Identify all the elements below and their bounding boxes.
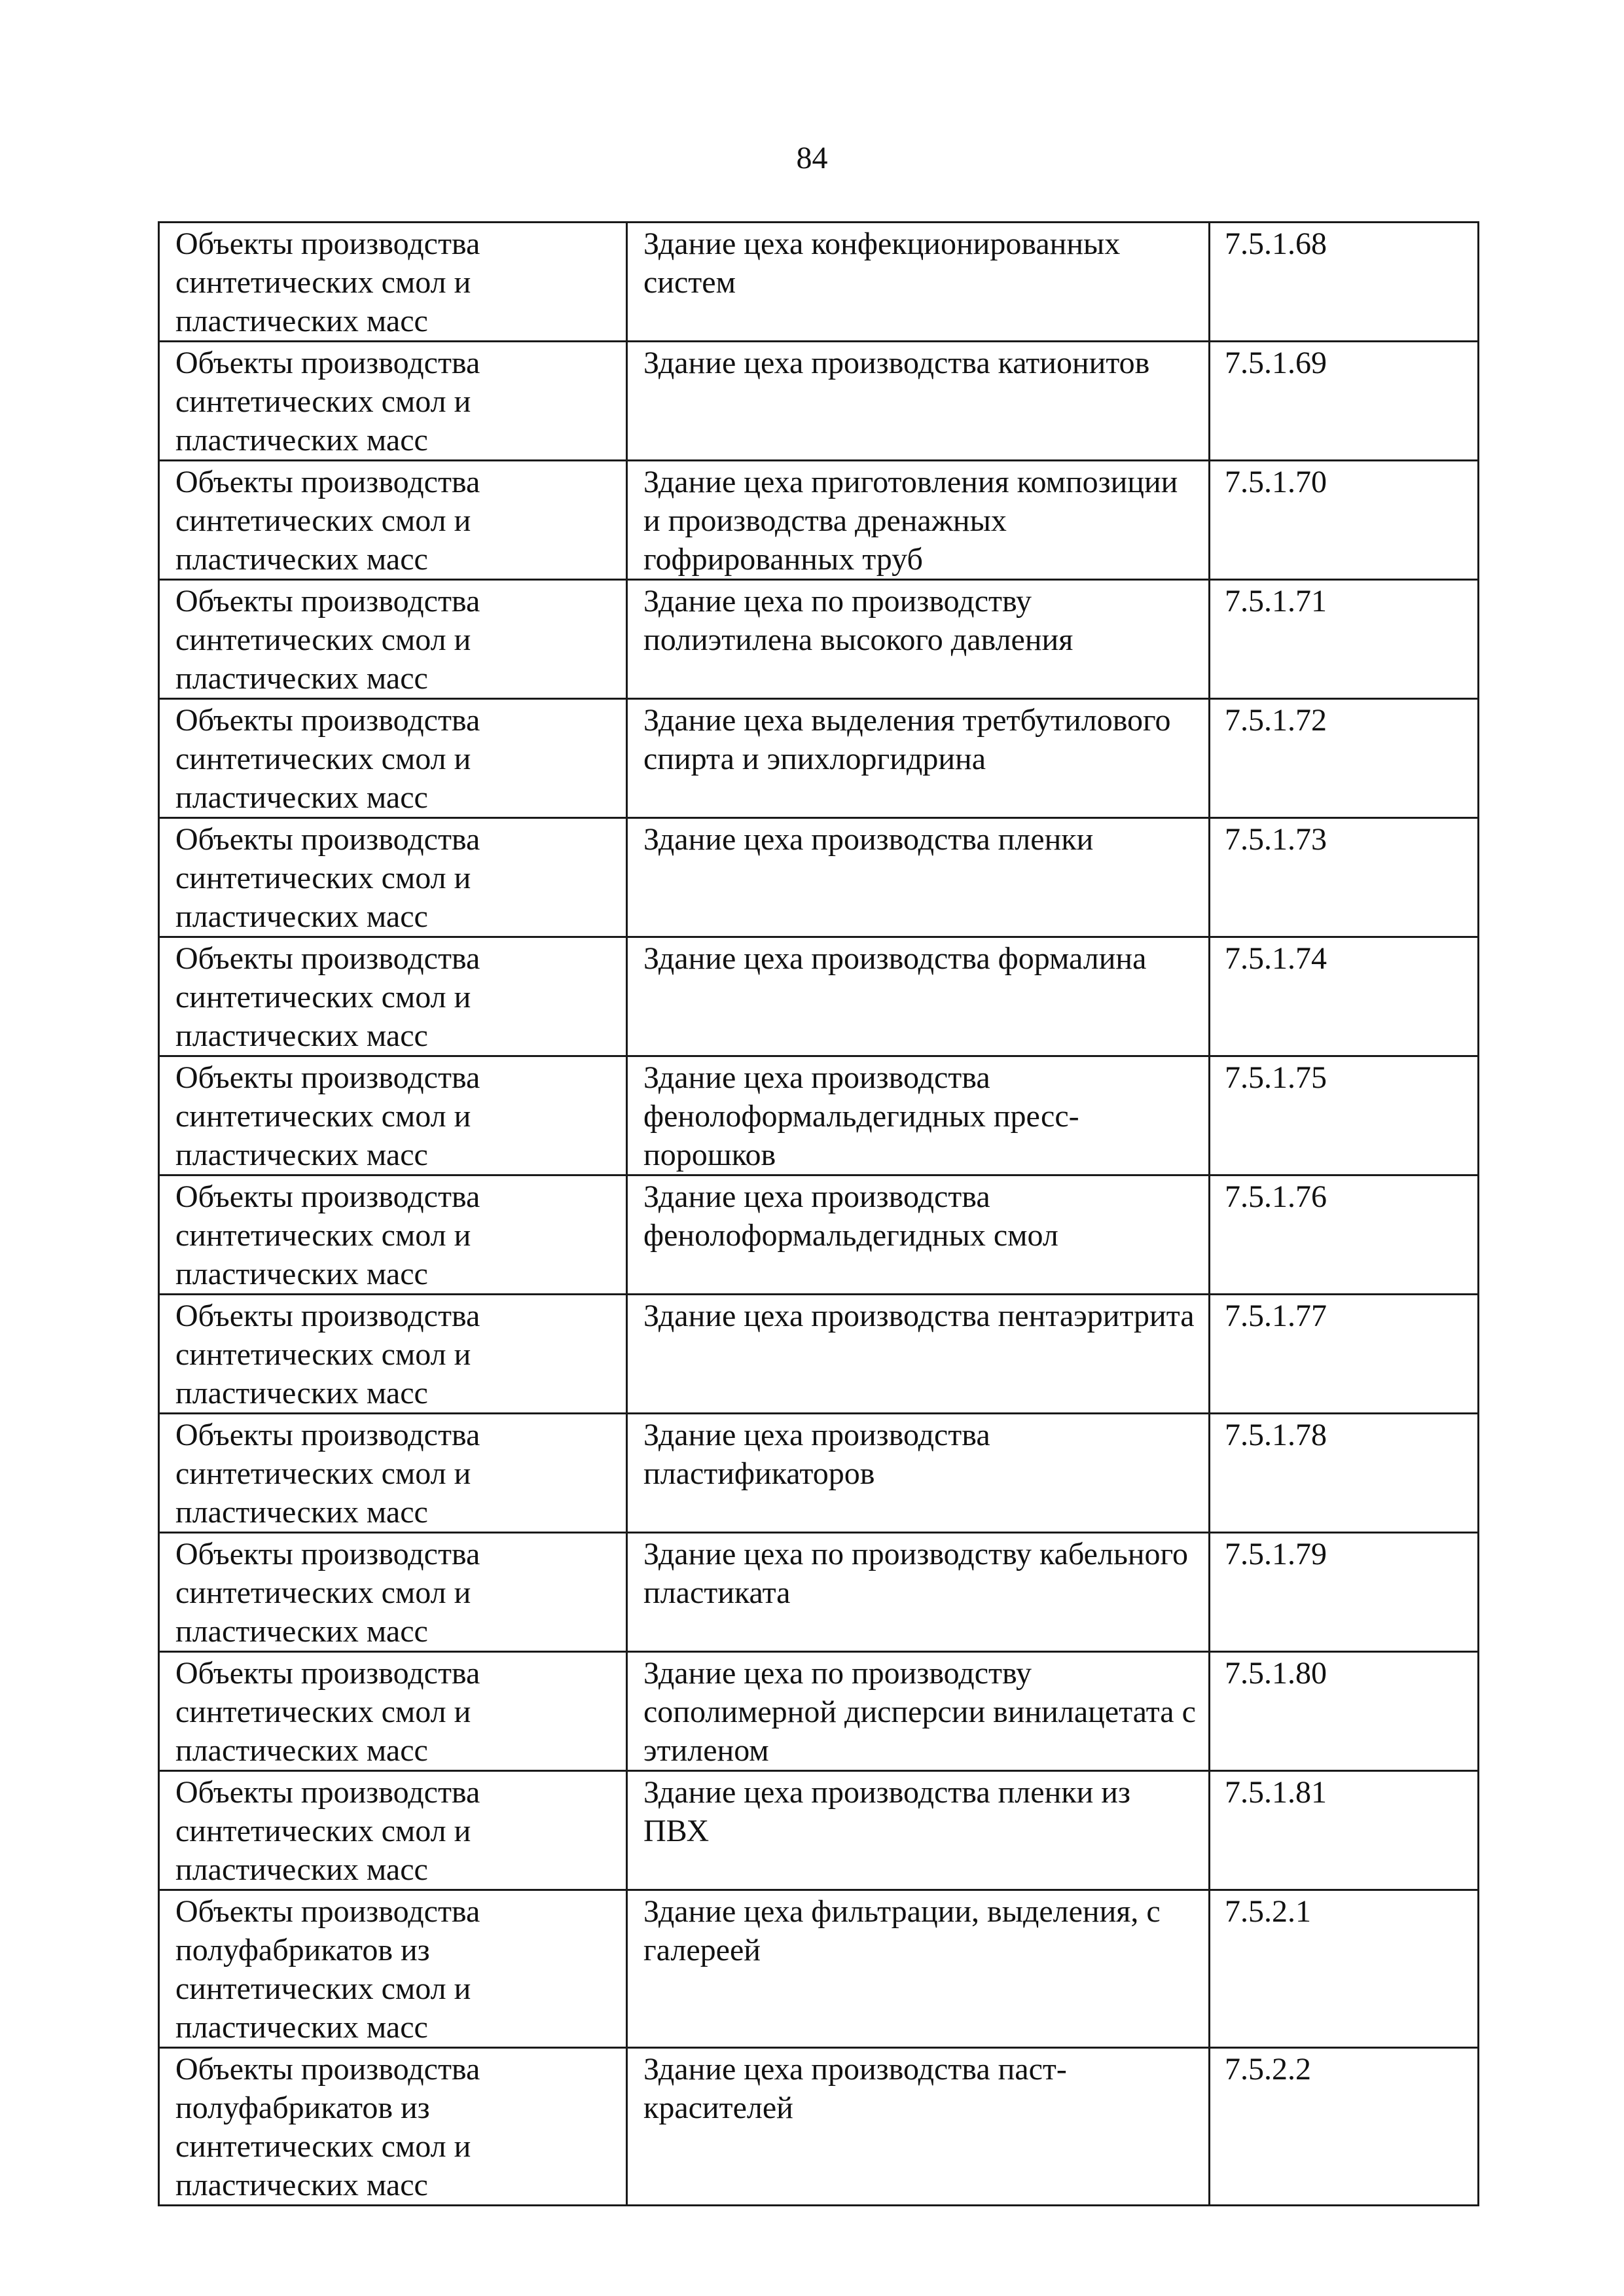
code-cell: 7.5.1.70 <box>1210 461 1479 580</box>
building-cell: Здание цеха выделения третбутилового спирта и эпихлоргидрина <box>627 699 1210 818</box>
code-cell: 7.5.1.80 <box>1210 1652 1479 1771</box>
page-number: 84 <box>796 141 828 175</box>
building-cell: Здание цеха производства пластификаторов <box>627 1414 1210 1533</box>
code-cell: 7.5.1.74 <box>1210 937 1479 1056</box>
registry-table <box>158 221 1479 2206</box>
table-row <box>159 1414 1479 1533</box>
category-cell: Объекты производства синтетических смол и пластических масс <box>159 699 627 818</box>
category-cell: Объекты производства синтетических смол и пластических масс <box>159 580 627 699</box>
category-cell: Объекты производства синтетических смол и пластических масс <box>159 1652 627 1771</box>
category-cell: Объекты производства полуфабрикатов из синтетических смол и пластических масс <box>159 1890 627 2048</box>
building-cell: Здание цеха производства катионитов <box>627 342 1210 461</box>
table-row <box>159 1533 1479 1652</box>
table-row <box>159 2048 1479 2206</box>
building-cell: Здание цеха производства пленки из ПВХ <box>627 1771 1210 1890</box>
building-cell: Здание цеха производства фенолоформальдегидных пресс-порошков <box>627 1056 1210 1175</box>
building-cell: Здание цеха производства фенолоформальдегидных смол <box>627 1175 1210 1295</box>
building-cell: Здание цеха производства пентаэритрита <box>627 1295 1210 1414</box>
table-row <box>159 818 1479 937</box>
table-row <box>159 699 1479 818</box>
category-cell: Объекты производства синтетических смол и пластических масс <box>159 461 627 580</box>
table-row <box>159 937 1479 1056</box>
table-row <box>159 342 1479 461</box>
code-cell: 7.5.1.72 <box>1210 699 1479 818</box>
code-cell: 7.5.1.71 <box>1210 580 1479 699</box>
category-cell: Объекты производства синтетических смол и пластических масс <box>159 1295 627 1414</box>
category-cell: Объекты производства синтетических смол и пластических масс <box>159 342 627 461</box>
category-cell: Объекты производства синтетических смол и пластических масс <box>159 1533 627 1652</box>
category-cell: Объекты производства синтетических смол и пластических масс <box>159 1771 627 1890</box>
code-cell: 7.5.1.77 <box>1210 1295 1479 1414</box>
table-row <box>159 1652 1479 1771</box>
building-cell: Здание цеха производства паст-красителей <box>627 2048 1210 2206</box>
category-cell: Объекты производства синтетических смол и пластических масс <box>159 223 627 342</box>
building-cell: Здание цеха по производству полиэтилена высокого давления <box>627 580 1210 699</box>
code-cell: 7.5.1.81 <box>1210 1771 1479 1890</box>
code-cell: 7.5.1.68 <box>1210 223 1479 342</box>
building-cell: Здание цеха производства пленки <box>627 818 1210 937</box>
table-row <box>159 1295 1479 1414</box>
category-cell: Объекты производства синтетических смол и пластических масс <box>159 1175 627 1295</box>
table-row <box>159 1890 1479 2048</box>
table-row <box>159 1771 1479 1890</box>
code-cell: 7.5.1.69 <box>1210 342 1479 461</box>
building-cell: Здание цеха фильтрации, выделения, с галереей <box>627 1890 1210 2048</box>
category-cell: Объекты производства полуфабрикатов из синтетических смол и пластических масс <box>159 2048 627 2206</box>
building-cell: Здание цеха по производству кабельного пластиката <box>627 1533 1210 1652</box>
table-row <box>159 580 1479 699</box>
category-cell: Объекты производства синтетических смол и пластических масс <box>159 1414 627 1533</box>
table-row <box>159 223 1479 342</box>
building-cell: Здание цеха конфекционированных систем <box>627 223 1210 342</box>
table-row <box>159 1056 1479 1175</box>
code-cell: 7.5.1.75 <box>1210 1056 1479 1175</box>
category-cell: Объекты производства синтетических смол и пластических масс <box>159 1056 627 1175</box>
table-row <box>159 1175 1479 1295</box>
table-row <box>159 461 1479 580</box>
building-cell: Здание цеха приготовления композиции и производства дренажных гофрированных труб <box>627 461 1210 580</box>
building-cell: Здание цеха производства формалина <box>627 937 1210 1056</box>
category-cell: Объекты производства синтетических смол и пластических масс <box>159 937 627 1056</box>
code-cell: 7.5.1.73 <box>1210 818 1479 937</box>
code-cell: 7.5.1.76 <box>1210 1175 1479 1295</box>
code-cell: 7.5.2.1 <box>1210 1890 1479 2048</box>
code-cell: 7.5.2.2 <box>1210 2048 1479 2206</box>
category-cell: Объекты производства синтетических смол и пластических масс <box>159 818 627 937</box>
code-cell: 7.5.1.78 <box>1210 1414 1479 1533</box>
code-cell: 7.5.1.79 <box>1210 1533 1479 1652</box>
building-cell: Здание цеха по производству сополимерной дисперсии винилацетата с этиленом <box>627 1652 1210 1771</box>
